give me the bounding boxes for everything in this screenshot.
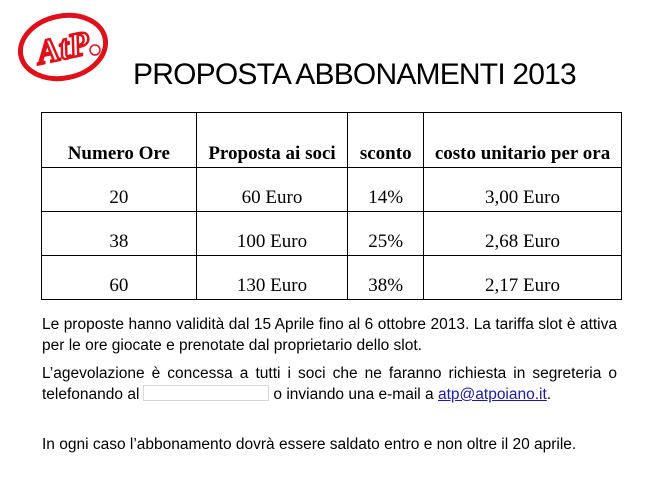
cell-hours: 60 — [42, 256, 197, 300]
table-row — [42, 168, 622, 212]
table-row — [42, 256, 622, 300]
validity-paragraph: Le proposte hanno validità dal 15 Aprile fino al 6 ottobre 2013. La tariffa slot è attiva per le ore giocate e prenotate dal proprietario dello slot. — [42, 316, 617, 354]
header-unit-cost: costo unitario per ora — [424, 113, 622, 168]
header-offer: Proposta ai soci — [196, 113, 348, 168]
email-link[interactable]: atp@atpoiano.it — [437, 386, 547, 403]
period: . — [546, 386, 552, 403]
header-discount: sconto — [348, 113, 424, 168]
table-header-row — [42, 113, 622, 168]
request-text: L’agevolazione è concessa a tutti i soci che ne faranno richiesta in segreteria o telefonando al — [42, 365, 617, 403]
cell-offer: 60 Euro — [196, 168, 348, 212]
cell-hours: 38 — [42, 212, 197, 256]
cell-offer: 130 Euro — [196, 256, 348, 300]
redacted-phone-number — [143, 385, 269, 401]
page-title: PROPOSTA ABBONAMENTI 2013 — [133, 58, 576, 91]
subscription-table — [41, 112, 622, 300]
header-hours: Numero Ore — [42, 113, 197, 168]
cell-discount: 14% — [348, 168, 424, 212]
cell-discount: 38% — [348, 256, 424, 300]
request-text-cont: o inviando una e-mail a — [273, 386, 434, 403]
tennis-ball-icon — [90, 45, 100, 55]
table-row — [42, 212, 622, 256]
cell-unit-cost: 3,00 Euro — [424, 168, 622, 212]
cell-unit-cost: 2,17 Euro — [424, 256, 622, 300]
cell-unit-cost: 2,68 Euro — [424, 212, 622, 256]
cell-offer: 100 Euro — [196, 212, 348, 256]
cell-discount: 25% — [348, 212, 424, 256]
cell-hours: 20 — [42, 168, 197, 212]
request-paragraph — [42, 363, 617, 405]
logo-text: AtP — [33, 24, 94, 73]
atp-logo — [17, 12, 109, 82]
payment-paragraph: In ogni caso l’abbonamento dovrà essere saldato entro e non oltre il 20 aprile. — [42, 436, 577, 453]
